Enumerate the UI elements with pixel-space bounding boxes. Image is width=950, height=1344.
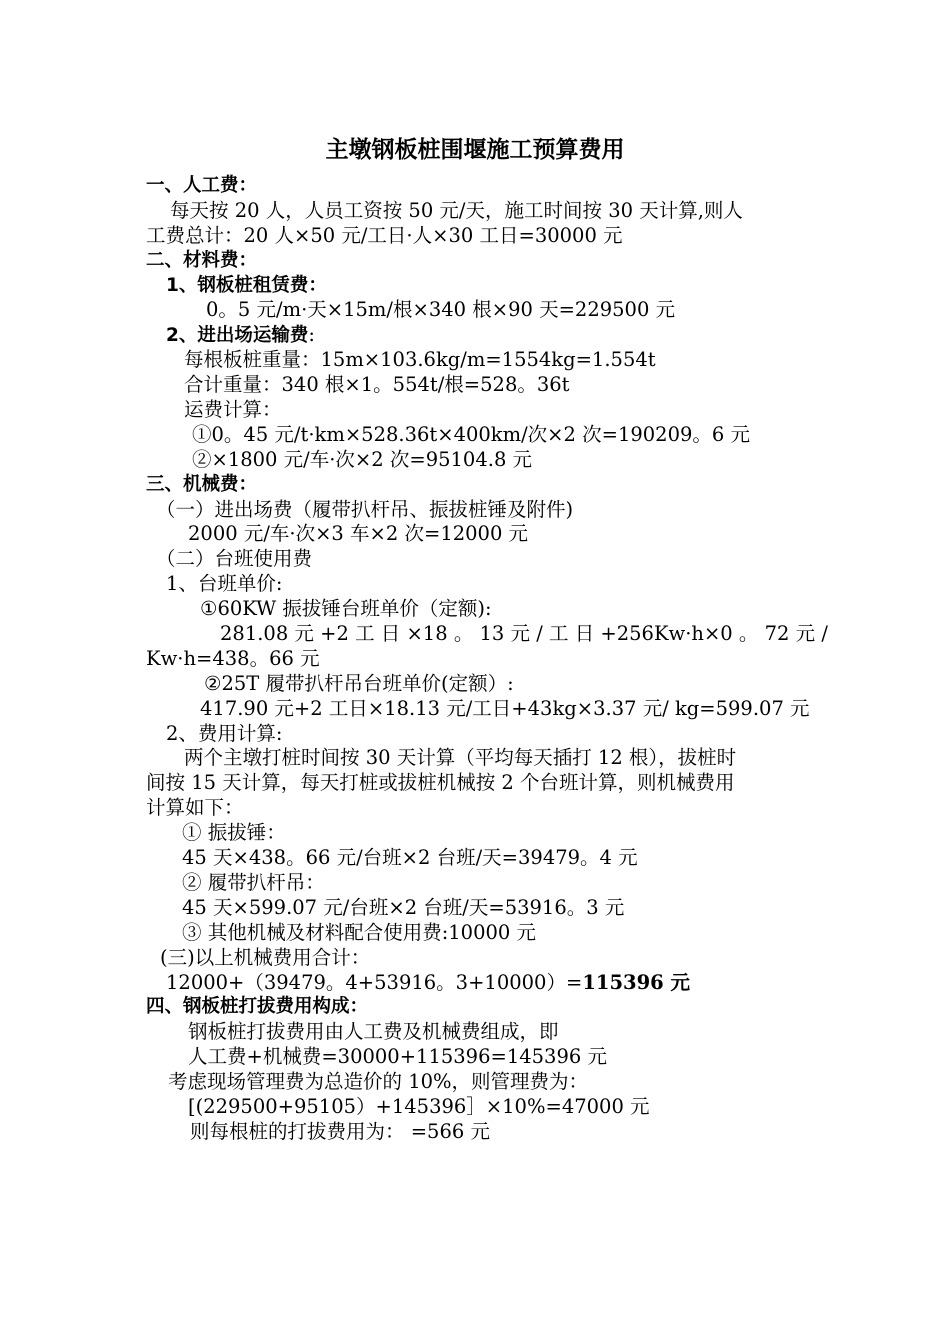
calculation-line: [(229500+95105）+145396］×10%=47000 元 <box>188 1094 650 1118</box>
total-line <box>0 971 950 996</box>
label-line: ① 振拔锤： <box>182 821 286 845</box>
section-heading-material: 二、材料费： <box>146 249 258 271</box>
label-line: 1、台班单价: <box>166 572 283 596</box>
section-heading-labor: 一、人工费： <box>146 175 258 196</box>
label-line: 2、费用计算: <box>166 721 283 745</box>
paragraph-line: 间按 15 天计算，每天打桩或拔桩机械按 2 个台班计算，则机械费用 <box>146 771 735 795</box>
calculation-line: 则每根桩的打拔费用为： =566 元 <box>190 1119 490 1143</box>
label-line: ①60KW 振拔锤台班单价（定额): <box>200 597 492 621</box>
calculation-line: 人工费+机械费=30000+115396=145396 元 <box>188 1045 607 1069</box>
transport-heading-colon: : <box>308 323 315 347</box>
calculation-line: ③ 其他机械及材料配合使用费:10000 元 <box>182 920 536 944</box>
transport-heading-text: 2、进出场运输费 <box>166 325 309 347</box>
paragraph-line: 两个主墩打桩时间按 30 天计算（平均每天插打 12 根），拔桩时 <box>184 746 737 770</box>
label-line: ②25T 履带扒杆吊台班单价(定额）: <box>204 671 514 695</box>
subsection-heading: （一）进出场费（履带扒杆吊、振拔桩锤及附件) <box>156 497 574 521</box>
calculation-line: 45 天×599.07 元/台班×2 台班/天=53916。3 元 <box>182 895 625 919</box>
paragraph-line: 计算如下： <box>146 796 244 820</box>
calculation-line: 417.90 元+2 工日×18.13 元/工日+43kg×3.37 元/ kg=599.07 元 <box>200 696 810 720</box>
subsection-heading-rent: 1、钢板桩租赁费： <box>166 274 327 296</box>
total-expression: 12000+（39479。4+53916。3+10000）= <box>166 970 583 994</box>
section-heading-piling: 四、钢板桩打拔费用构成： <box>146 996 369 1018</box>
document-body <box>0 174 950 1145</box>
calculation-line: 每根板桩重量：15m×103.6kg/m=1554kg=1.554t <box>184 348 656 372</box>
calculation-line: 45 天×438。66 元/台班×2 台班/天=39479。4 元 <box>182 846 638 870</box>
subsection-heading: (三)以上机械费用合计： <box>160 945 371 969</box>
paragraph-line: 钢板桩打拔费用由人工费及机械费组成，即 <box>188 1020 559 1044</box>
label-line: 运费计算： <box>184 398 282 422</box>
paragraph-line: 工费总计：20 人×50 元/工日·人×30 工日=30000 元 <box>146 223 623 247</box>
calculation-line: 合计重量：340 根×1。554t/根=528。36t <box>184 373 570 397</box>
paragraph-line: 每天按 20 人，人员工资按 50 元/天，施工时间按 30 天计算,则人 <box>170 198 743 222</box>
calculation-line: 2000 元/车·次×3 车×2 次=12000 元 <box>188 522 529 546</box>
label-line: ② 履带扒杆吊： <box>182 870 325 894</box>
section-heading-machinery: 三、机械费： <box>146 473 258 495</box>
calculation-line: ①0。45 元/t·km×528.36t×400km/次×2 次=190209。6 元 <box>192 422 750 446</box>
calculation-line: Kw·h=438。66 元 <box>146 646 320 670</box>
subsection-heading-transport <box>0 323 950 348</box>
calculation-line: ②×1800 元/车·次×2 次=95104.8 元 <box>192 447 533 471</box>
calculation-line: 0。5 元/m·天×15m/根×340 根×90 天=229500 元 <box>206 298 676 322</box>
calculation-line: 281.08 元 +2 工 日 ×18 。 13 元 / 工 日 +256Kw·h×0 。 72 元 / <box>220 622 828 646</box>
total-value: 115396 元 <box>582 970 691 994</box>
subsection-heading: （二）台班使用费 <box>156 547 313 571</box>
paragraph-line: 考虑现场管理费为总造价的 10%，则管理费为： <box>168 1070 589 1094</box>
document-title: 主墩钢板桩围堰施工预算费用 <box>325 137 625 163</box>
